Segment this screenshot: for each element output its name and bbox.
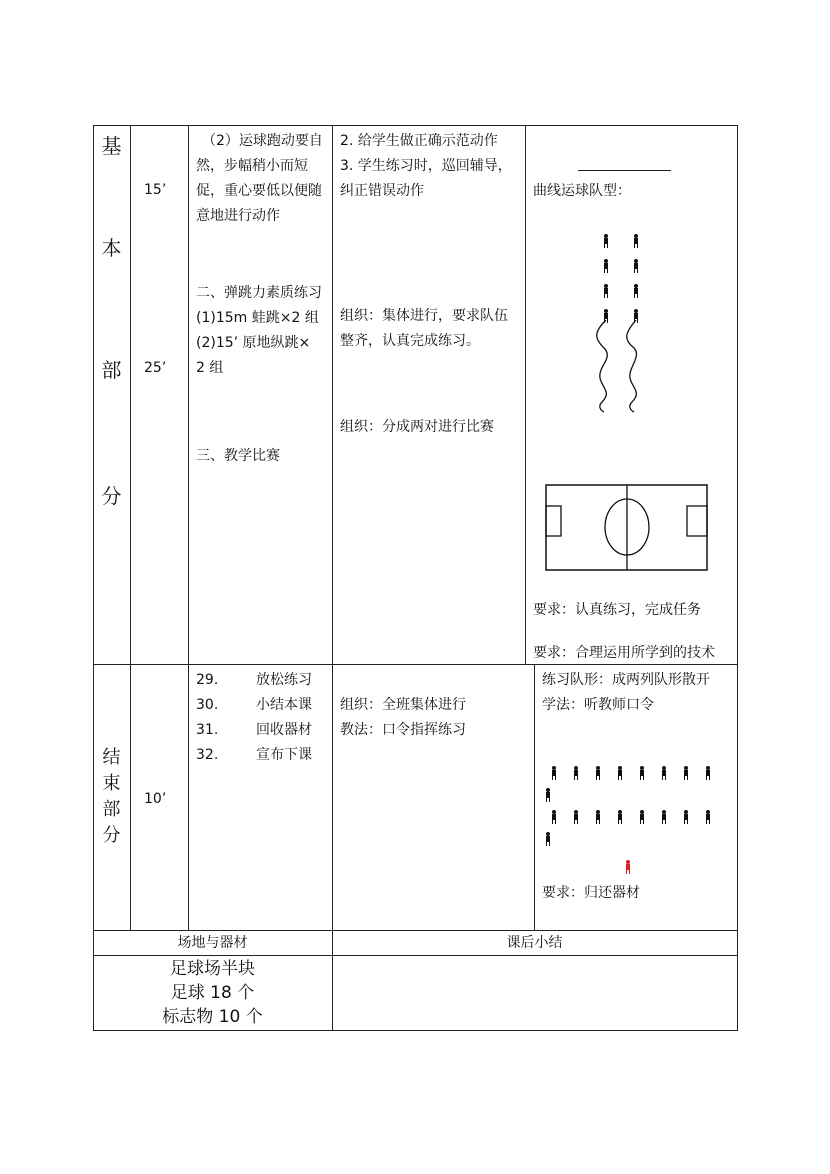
equipment-list: 足球场半块 足球 18 个 标志物 10 个 xyxy=(162,959,263,1027)
requirement-2: 要求：合理运用所学到的技术 xyxy=(533,645,715,661)
curve-path-right xyxy=(627,320,637,412)
jump-training: 二、弹跳力素质练习 (1)15m 蛙跳×2 组 (2)15’ 原地纵跳× 2 组 xyxy=(196,285,322,376)
end-items xyxy=(196,668,312,768)
student-icon xyxy=(639,810,645,824)
player-icon xyxy=(633,234,639,248)
player-icon xyxy=(603,234,609,248)
venue-equipment-header: 场地与器材 xyxy=(177,935,248,951)
col-divider xyxy=(525,125,526,665)
end-teaching: 教法：口令指挥练习 xyxy=(340,722,466,738)
player-icon xyxy=(603,259,609,273)
organization: 组织：集体进行，要求队伍 整齐，认真完成练习。 xyxy=(340,308,508,349)
student-icon xyxy=(545,788,551,802)
table-border-bottom xyxy=(93,1030,738,1031)
student-icon xyxy=(545,832,551,846)
student-icon xyxy=(573,810,579,824)
student-icon xyxy=(617,766,623,780)
teacher-icon xyxy=(625,860,631,874)
blank-underline xyxy=(578,170,671,171)
match-organization: 组织：分成两对进行比赛 xyxy=(340,419,494,435)
col-divider xyxy=(188,125,189,931)
col-divider xyxy=(534,664,535,931)
dribble-requirements: （2）运球跑动要自 然，步幅稍小而短 促，重心要低以便随 意地进行动作 xyxy=(196,133,323,224)
table-border-top xyxy=(93,125,738,126)
student-icon xyxy=(683,810,689,824)
student-icon xyxy=(683,766,689,780)
end-item: 30. 小结本课 xyxy=(196,697,312,713)
curve-dribble-paths xyxy=(590,318,650,418)
end-item: 32. 宣布下课 xyxy=(196,747,312,763)
teaching-method: 2. 给学生做正确示范动作 3. 学生练习时，巡回辅导， 纠正错误动作 xyxy=(340,133,512,199)
student-icon xyxy=(573,766,579,780)
lesson-summary-header: 课后小结 xyxy=(506,935,563,951)
time-10: 10’ xyxy=(144,791,167,807)
student-icon xyxy=(595,810,601,824)
curve-path-left xyxy=(597,320,608,412)
end-item: 31. 回收器材 xyxy=(196,722,312,738)
player-icon xyxy=(633,284,639,298)
student-icon xyxy=(617,810,623,824)
end-formation: 练习队形：成两列队形散开 xyxy=(542,672,710,688)
student-icon xyxy=(661,810,667,824)
col-divider xyxy=(332,125,333,1031)
match-title: 三、教学比赛 xyxy=(196,448,280,464)
table-border-right xyxy=(737,125,738,1031)
end-requirement: 要求：归还器材 xyxy=(542,885,640,901)
soccer-field-icon xyxy=(545,484,709,572)
student-icon xyxy=(639,766,645,780)
col-divider xyxy=(130,125,131,931)
end-item: 29. 放松练习 xyxy=(196,672,312,688)
student-icon xyxy=(551,810,557,824)
time-25: 25’ xyxy=(144,360,167,376)
student-icon xyxy=(705,766,711,780)
time-15: 15’ xyxy=(144,182,167,198)
student-icon xyxy=(661,766,667,780)
requirement-1: 要求：认真练习，完成任务 xyxy=(533,602,701,618)
student-icon xyxy=(551,766,557,780)
student-icon xyxy=(705,810,711,824)
player-icon xyxy=(603,284,609,298)
curve-dribble-title: 曲线运球队型： xyxy=(533,183,631,199)
section-label-end: 结 束 部 分 xyxy=(102,747,121,846)
end-method: 学法：听教师口令 xyxy=(542,697,654,713)
end-organization: 组织：全班集体进行 xyxy=(340,697,466,713)
student-icon xyxy=(595,766,601,780)
player-icon xyxy=(633,259,639,273)
